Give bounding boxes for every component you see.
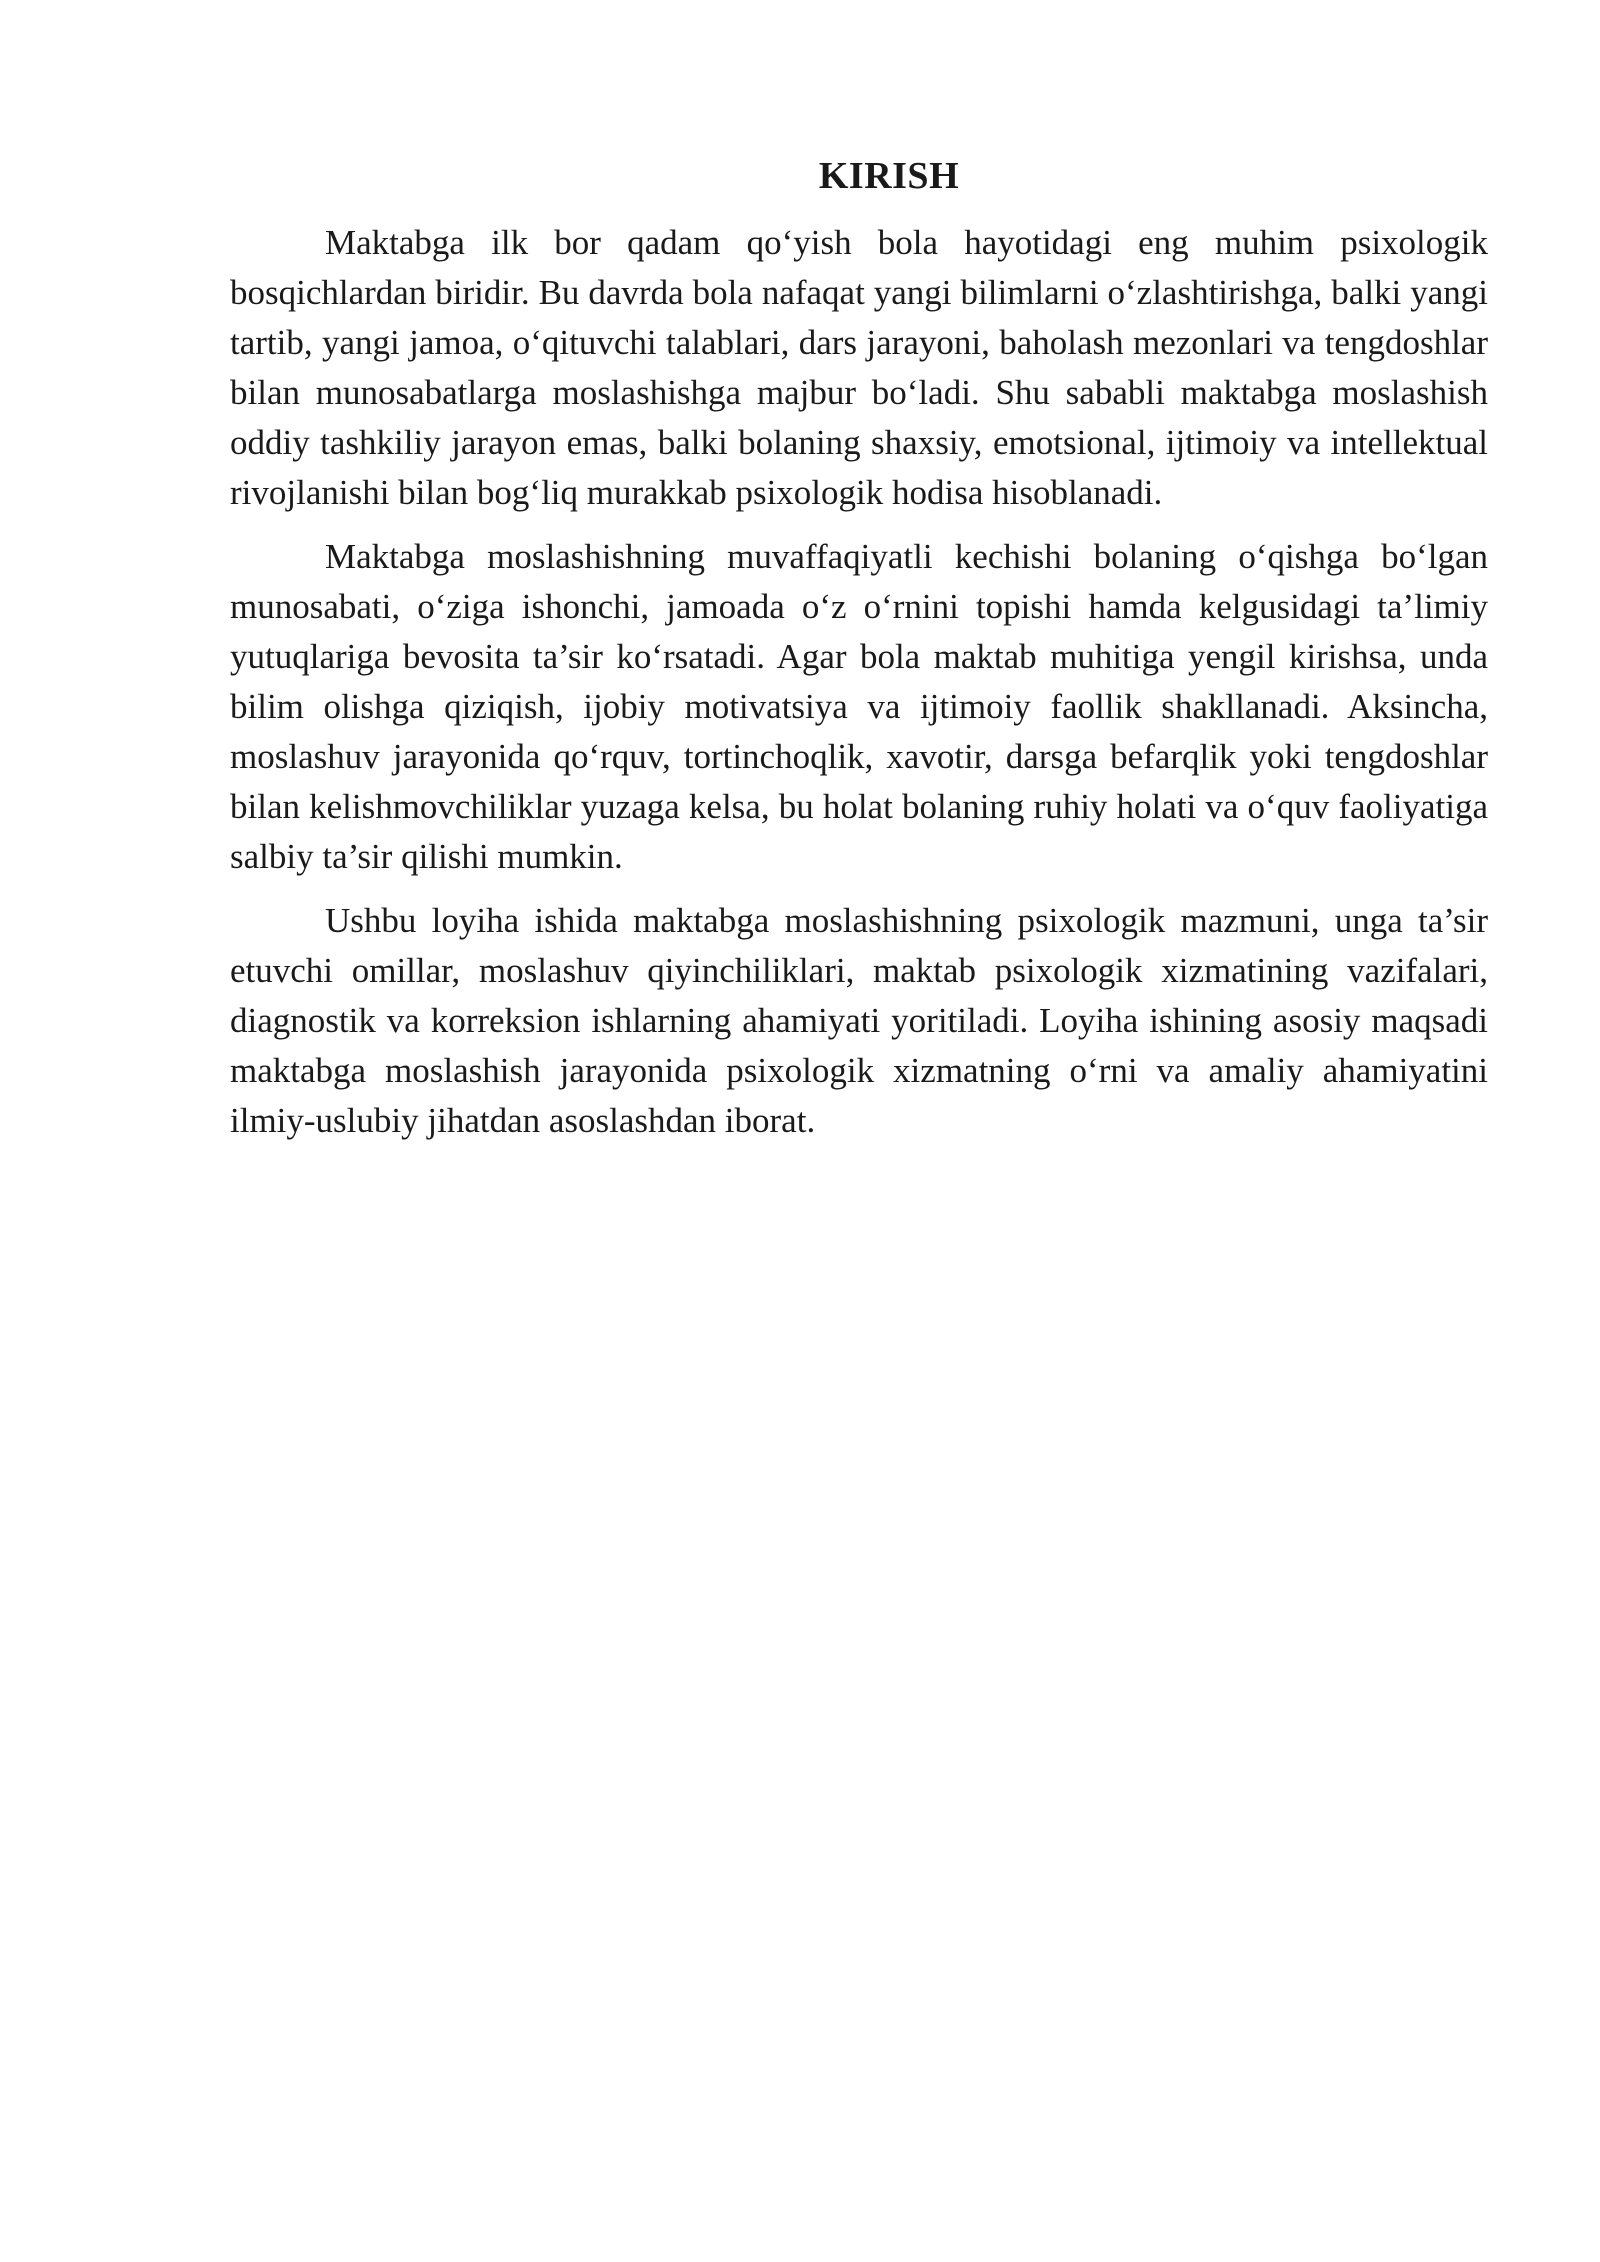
section-heading: KIRISH [818, 155, 960, 197]
paragraph-3: Ushbu loyiha ishida maktabga moslashishning psixologik mazmuni, unga ta’sir etuvchi omillar, moslashuv qiyinchiliklari, maktab psixologik xizmatining vazifalari, diagnostik va korreksion ishlarning ahamiyati yoritiladi. Loyiha ishining asosiy maqsadi maktabga moslashish jarayonida psixologik xizmatning o‘rni va amaliy ahamiyatini ilmiy-uslubiy jihatdan asoslashdan iborat. [230, 901, 1488, 1140]
paragraph-2: Maktabga moslashishning muvaffaqiyatli kechishi bolaning o‘qishga bo‘lgan munosabati, o‘ziga ishonchi, jamoada o‘z o‘rnini topishi hamda kelgusidagi ta’limiy yutuqlariga bevosita ta’sir ko‘rsatadi. Agar bola maktab muhitiga yengil kirishsa, unda bilim olishga qiziqish, ijobiy motivatsiya va ijtimoiy faollik shakllanadi. Aksincha, moslashuv jarayonida qo‘rquv, tortinchoqlik, xavotir, darsga befarqlik yoki tengdoshlar bilan kelishmovchiliklar yuzaga kelsa, bu holat bolaning ruhiy holati va o‘quv faoliyatiga salbiy ta’sir qilishi mumkin. [230, 537, 1488, 876]
paragraph-1: Maktabga ilk bor qadam qo‘yish bola hayotidagi eng muhim psixologik bosqichlardan biridir. Bu davrda bola nafaqat yangi bilimlarni o‘zlashtirishga, balki yangi tartib, yangi jamoa, o‘qituvchi talablari, dars jarayoni, baholash mezonlari va tengdoshlar bilan munosabatlarga moslashishga majbur bo‘ladi. Shu sababli maktabga moslashish oddiy tashkiliy jarayon emas, balki bolaning shaxsiy, emotsional, ijtimoiy va intellektual rivojlanishi bilan bog‘liq murakkab psixologik hodisa hisoblanadi. [230, 223, 1488, 512]
document-body [230, 148, 1488, 1160]
